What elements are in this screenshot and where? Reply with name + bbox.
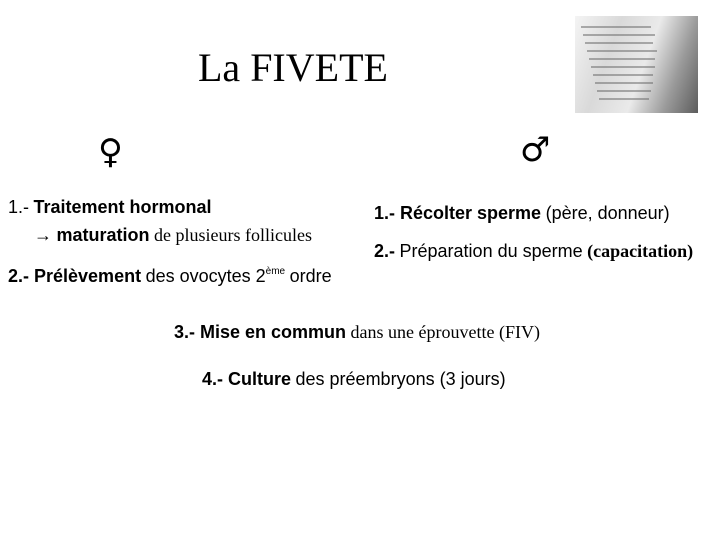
male-step-2-text: Préparation du sperme xyxy=(399,241,583,261)
female-step-1-detail-bold: maturation xyxy=(56,225,150,245)
male-step-1-label: 1.- Récolter sperme xyxy=(374,203,542,223)
male-step-2-number: 2.- xyxy=(374,241,396,261)
common-step-4 xyxy=(202,368,506,390)
female-step-2-end: ordre xyxy=(289,266,332,286)
slide-title: La FIVETE xyxy=(198,45,388,90)
male-step-2-bold: (capacitation) xyxy=(587,241,694,261)
female-step-2-sup: ème xyxy=(265,266,286,277)
female-step-2-text: des ovocytes 2 xyxy=(145,266,266,286)
male-step-1 xyxy=(374,202,670,224)
common-step-3 xyxy=(174,321,540,343)
female-step-2 xyxy=(8,265,332,287)
female-step-1-label: Traitement hormonal xyxy=(33,197,212,217)
common-step-4-text: des préembryons (3 jours) xyxy=(295,369,506,389)
arrow-icon: → xyxy=(34,225,52,245)
book-image xyxy=(575,16,698,113)
female-step-1-detail xyxy=(34,224,312,246)
female-step-1-number: 1.- xyxy=(8,197,30,217)
female-symbol-icon: ♀ xyxy=(98,132,123,172)
common-step-3-label: 3.- Mise en commun xyxy=(174,322,347,342)
male-step-2 xyxy=(374,240,693,262)
common-step-4-label: 4.- Culture xyxy=(202,369,292,389)
female-step-1 xyxy=(8,196,212,218)
male-step-1-text: (père, donneur) xyxy=(545,203,670,223)
female-step-2-label: 2.- Prélèvement xyxy=(8,266,142,286)
female-step-1-detail-text: de plusieurs follicules xyxy=(154,225,312,245)
male-symbol-icon: ♂ xyxy=(520,130,551,170)
common-step-3-text: dans une éprouvette (FIV) xyxy=(350,322,540,342)
